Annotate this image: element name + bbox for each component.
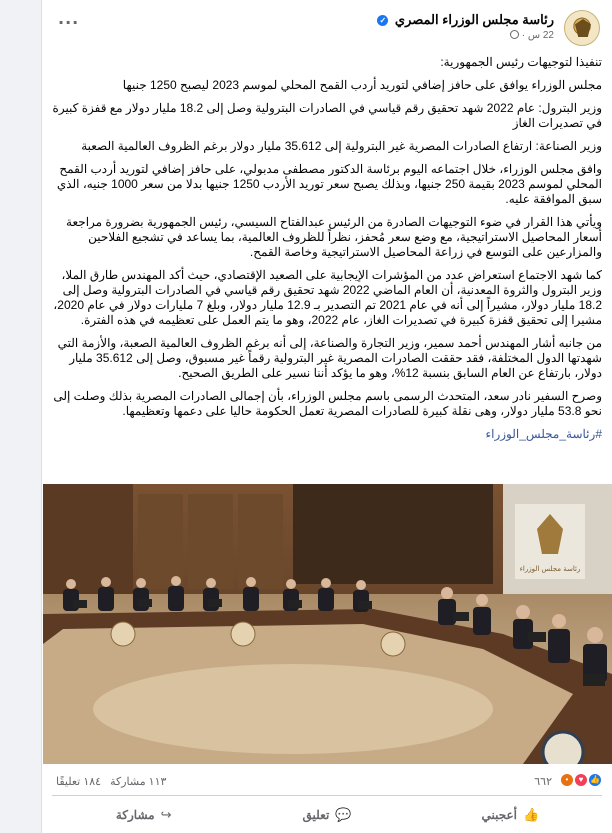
- post-body: [52, 55, 602, 450]
- share-count[interactable]: ١١٣ مشاركة: [110, 776, 167, 788]
- post-paragraph: مجلس الوزراء يوافق على حافز إضافي لتوريد أردب القمح المحلي لموسم 2023 ليصبح 1250 جنيها: [122, 78, 602, 92]
- engagement-counts: [56, 775, 172, 788]
- reactions-row: [52, 772, 602, 790]
- reaction-icons[interactable]: [563, 773, 602, 789]
- share-label: مشاركة: [115, 808, 155, 822]
- meeting-photo: [43, 484, 612, 764]
- post-header: [42, 8, 612, 48]
- post-actions: [52, 802, 602, 828]
- photo-sign-text: رئاسة مجلس الوزراء: [519, 565, 581, 573]
- angry-reaction-icon: •: [560, 773, 574, 787]
- comment-label: تعليق: [302, 808, 330, 822]
- post-paragraph: تنفيذا لتوجيهات رئيس الجمهورية:: [440, 55, 602, 69]
- post-meta: 22 س ·: [507, 30, 554, 41]
- post-paragraph: كما شهد الاجتماع استعراض عدد من المؤشرات الإيجابية على الصعيد الإقتصادي، حيث أكد المهندس طارق الملا، وزير البترول والثروة المعدنية، أن العام الماضي 2022 شهد تحقيق رقم قياسي في الصادرات البترولية وصل إلى 18.2 مليار دولار، مشيراً إلى أنه في عام 2021 تم التصدير بـ 12.9 مليار دولار، وبلغ 7 مليارات دولار في عام 2020، مشيرا إلى تحقيق قفزة كبيرة في تصديرات الغاز، عام 2022، وهو ما يتم العمل على تعظيمه في هذه الفترة.: [53, 268, 602, 327]
- post-card: [41, 0, 612, 833]
- share-icon: ↪: [160, 807, 172, 822]
- reaction-count[interactable]: ٦٦٢: [534, 776, 552, 788]
- love-reaction-icon: ♥: [574, 773, 588, 787]
- verified-icon: ✓: [377, 15, 388, 26]
- actions-divider: [52, 795, 602, 796]
- post-paragraph: من جانبه أشار المهندس أحمد سمير، وزير التجارة والصناعة، إلى أنه برغم الظروف العالمية الصعبة، والأزمة التي شهدتها الدول المختلفة، فقد حققت الصادرات المصرية غير البترولية رقماً غير مسبوق، وصل إلى 35.612 مليار دولار، بارتفاع عن العام السابق بنسبة 12%، وهو ما يؤكد أننا نسير على الطريق الصحيح.: [57, 336, 602, 380]
- comment-icon: 💬: [335, 807, 352, 822]
- like-button[interactable]: [419, 802, 602, 828]
- post-paragraph: وزير البترول: عام 2022 شهد تحقيق رقم قياسي في الصادرات البترولية وصل إلى 18.2 مليار دولار مع قفزة كبيرة في تصديرات الغاز: [52, 101, 602, 130]
- post-time[interactable]: 22 س: [527, 30, 554, 41]
- page-name-link[interactable]: [377, 12, 554, 28]
- more-icon: ···: [58, 13, 80, 32]
- thumbs-up-icon: 👍: [522, 807, 540, 822]
- post-paragraph: ويأتي هذا القرار في ضوء التوجيهات الصادرة من الرئيس عبدالفتاح السيسي، رئيس الجمهورية بضرورة مراجعة أسعار المحاصيل الاستراتيجية، مع وضع سعر مُحفز، نظراً للظروف العالمية، بما يساعد في تشجيع الفلاحين والمزارعين على التوسع في زراعة المحاصيل الاستراتيجية وخاصة القمح.: [66, 215, 602, 259]
- hashtag-link[interactable]: #رئاسة_مجلس_الوزراء: [485, 427, 602, 441]
- like-label: أعجبني: [481, 808, 517, 822]
- page-name[interactable]: رئاسة مجلس الوزراء المصري: [394, 12, 554, 27]
- post-paragraph: وافق مجلس الوزراء، خلال اجتماعه اليوم برئاسة الدكتور مصطفى مدبولي، على حافز إضافي لتوريد أردب القمح المحلي لموسم 2023 بقيمة 250 جنيها، وبذلك يصبح سعر توريد الأردب 1250 جنيها بدلا من سعر 1000 جنيه، الذي سبق الموافقة عليه.: [56, 162, 602, 206]
- share-button[interactable]: [52, 802, 235, 828]
- post-photo[interactable]: [43, 484, 612, 764]
- more-options-button[interactable]: [58, 13, 80, 32]
- post-paragraph: وزير الصناعة: ارتفاع الصادرات المصرية غير البترولية إلى 35.612 مليار دولار برغم الظروف العالمية الصعبة: [81, 139, 602, 153]
- post-paragraph: وصرح السفير نادر سعد، المتحدث الرسمى باسم مجلس الوزراء، بأن إجمالى الصادرات المصرية بذلك وصلت إلى نحو 53.8 مليار دولار، وهى نقلة كبيرة للصادرات المصرية تعمل الحكومة حاليا على دعمها وتعظيمها.: [53, 389, 602, 418]
- globe-icon: [510, 30, 519, 39]
- eagle-emblem-icon: [575, 19, 591, 37]
- comment-button[interactable]: [235, 802, 418, 828]
- page-avatar[interactable]: [564, 10, 600, 46]
- like-reaction-icon: 👍: [588, 773, 602, 787]
- comment-count[interactable]: ١٨٤ تعليقًا: [56, 776, 102, 788]
